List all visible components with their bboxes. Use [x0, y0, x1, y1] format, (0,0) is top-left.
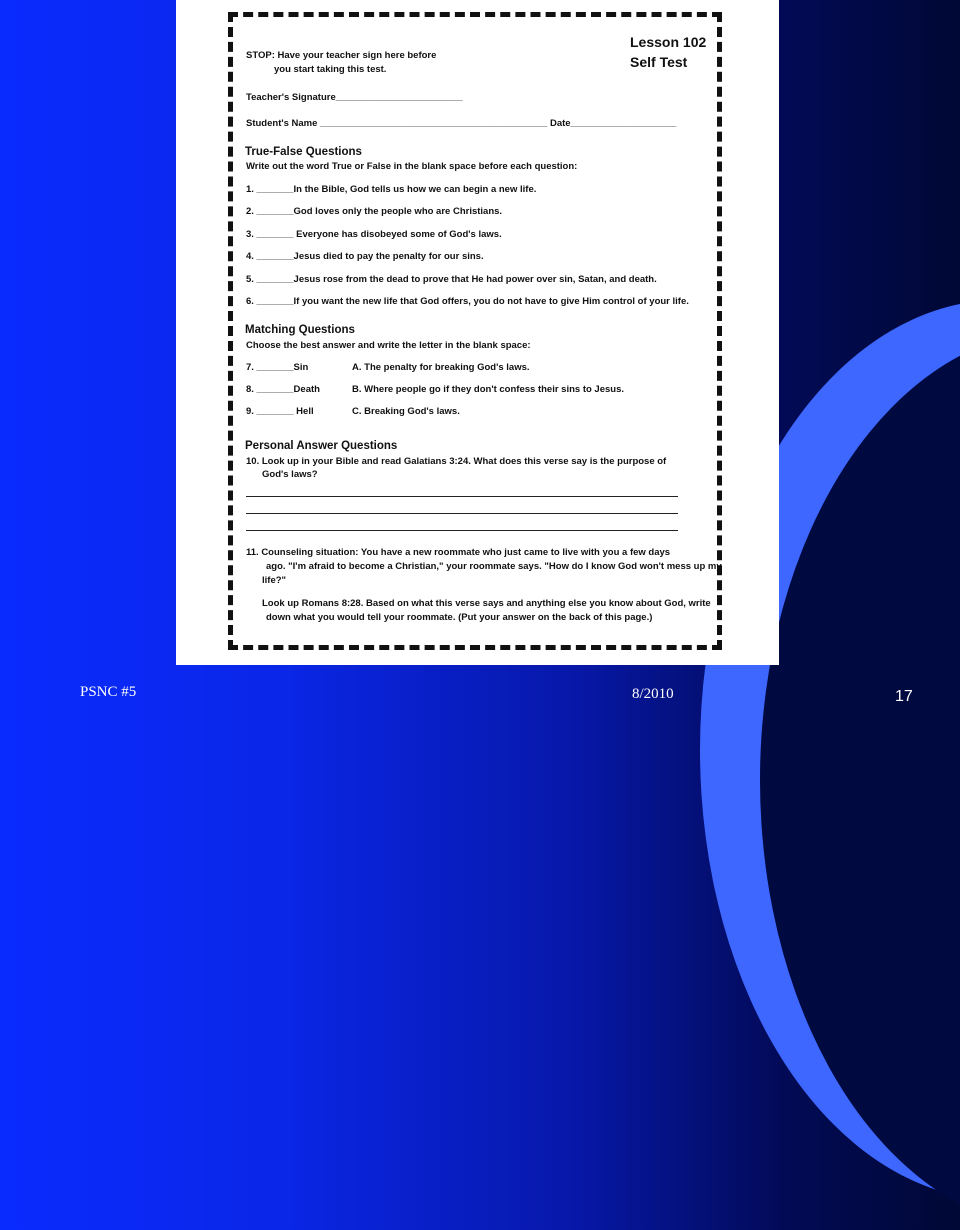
tf-item: 3. _______ Everyone has disobeyed some of God's laws. — [246, 229, 502, 240]
tf-item: 2. _______God loves only the people who are Christians. — [246, 206, 503, 217]
matching-heading: Matching Questions — [245, 324, 355, 336]
q10-line-2: God's laws? — [262, 469, 318, 480]
tf-item: 6. _______If you want the new life that God offers, you do not have to give Him control of your life. — [246, 296, 689, 307]
matching-instructions: Choose the best answer and write the letter in the blank space: — [246, 340, 531, 351]
q11-line-1: 11. Counseling situation: You have a new roommate who just came to live with you a few days — [246, 547, 671, 558]
tf-heading: True-False Questions — [245, 146, 362, 158]
tf-item: 1. _______In the Bible, God tells us how we can begin a new life. — [246, 184, 537, 195]
worksheet-image — [176, 0, 779, 665]
q11-line-2: ago. "I'm afraid to become a Christian," your roommate says. "How do I know God won't mess up my — [266, 561, 722, 572]
answer-line — [246, 513, 678, 514]
lesson-title: Lesson 102 — [630, 34, 707, 50]
matching-answer: C. Breaking God's laws. — [352, 406, 460, 417]
answer-line — [246, 496, 678, 497]
footer-label: PSNC #5 — [80, 684, 137, 700]
matching-term: 8. _______Death — [246, 384, 320, 395]
q11-line-5: down what you would tell your roommate. (Put your answer on the back of this page.) — [266, 612, 653, 623]
slide-number: 17 — [895, 688, 913, 705]
q10-line-1: 10. Look up in your Bible and read Galatians 3:24. What does this verse say is the purpose of — [246, 456, 667, 467]
personal-answer-heading: Personal Answer Questions — [245, 440, 398, 452]
teacher-signature: Teacher's Signature________________________ — [246, 92, 463, 103]
q11-line-3: life?" — [262, 575, 287, 586]
date-field: Date____________________ — [550, 118, 677, 129]
answer-line — [246, 530, 678, 531]
matching-term: 9. _______ Hell — [246, 406, 314, 417]
tf-item: 4. _______Jesus died to pay the penalty for our sins. — [246, 251, 484, 262]
tf-instructions: Write out the word True or False in the blank space before each question: — [246, 161, 578, 172]
matching-term: 7. _______Sin — [246, 362, 309, 373]
matching-answer: B. Where people go if they don't confess their sins to Jesus. — [352, 384, 624, 395]
stop-line-1: STOP: Have your teacher sign here before — [246, 50, 437, 61]
tf-item: 5. _______Jesus rose from the dead to prove that He had power over sin, Satan, and death. — [246, 274, 657, 285]
footer-date: 8/2010 — [632, 686, 674, 702]
lesson-header — [630, 32, 706, 72]
stop-line-2: you start taking this test. — [274, 64, 387, 75]
student-name: Student's Name ___________________________________________ — [246, 118, 548, 129]
q11-line-4: Look up Romans 8:28. Based on what this verse says and anything else you know about God, write — [262, 598, 711, 609]
matching-answer: A. The penalty for breaking God's laws. — [352, 362, 530, 373]
lesson-subtitle: Self Test — [630, 54, 688, 70]
